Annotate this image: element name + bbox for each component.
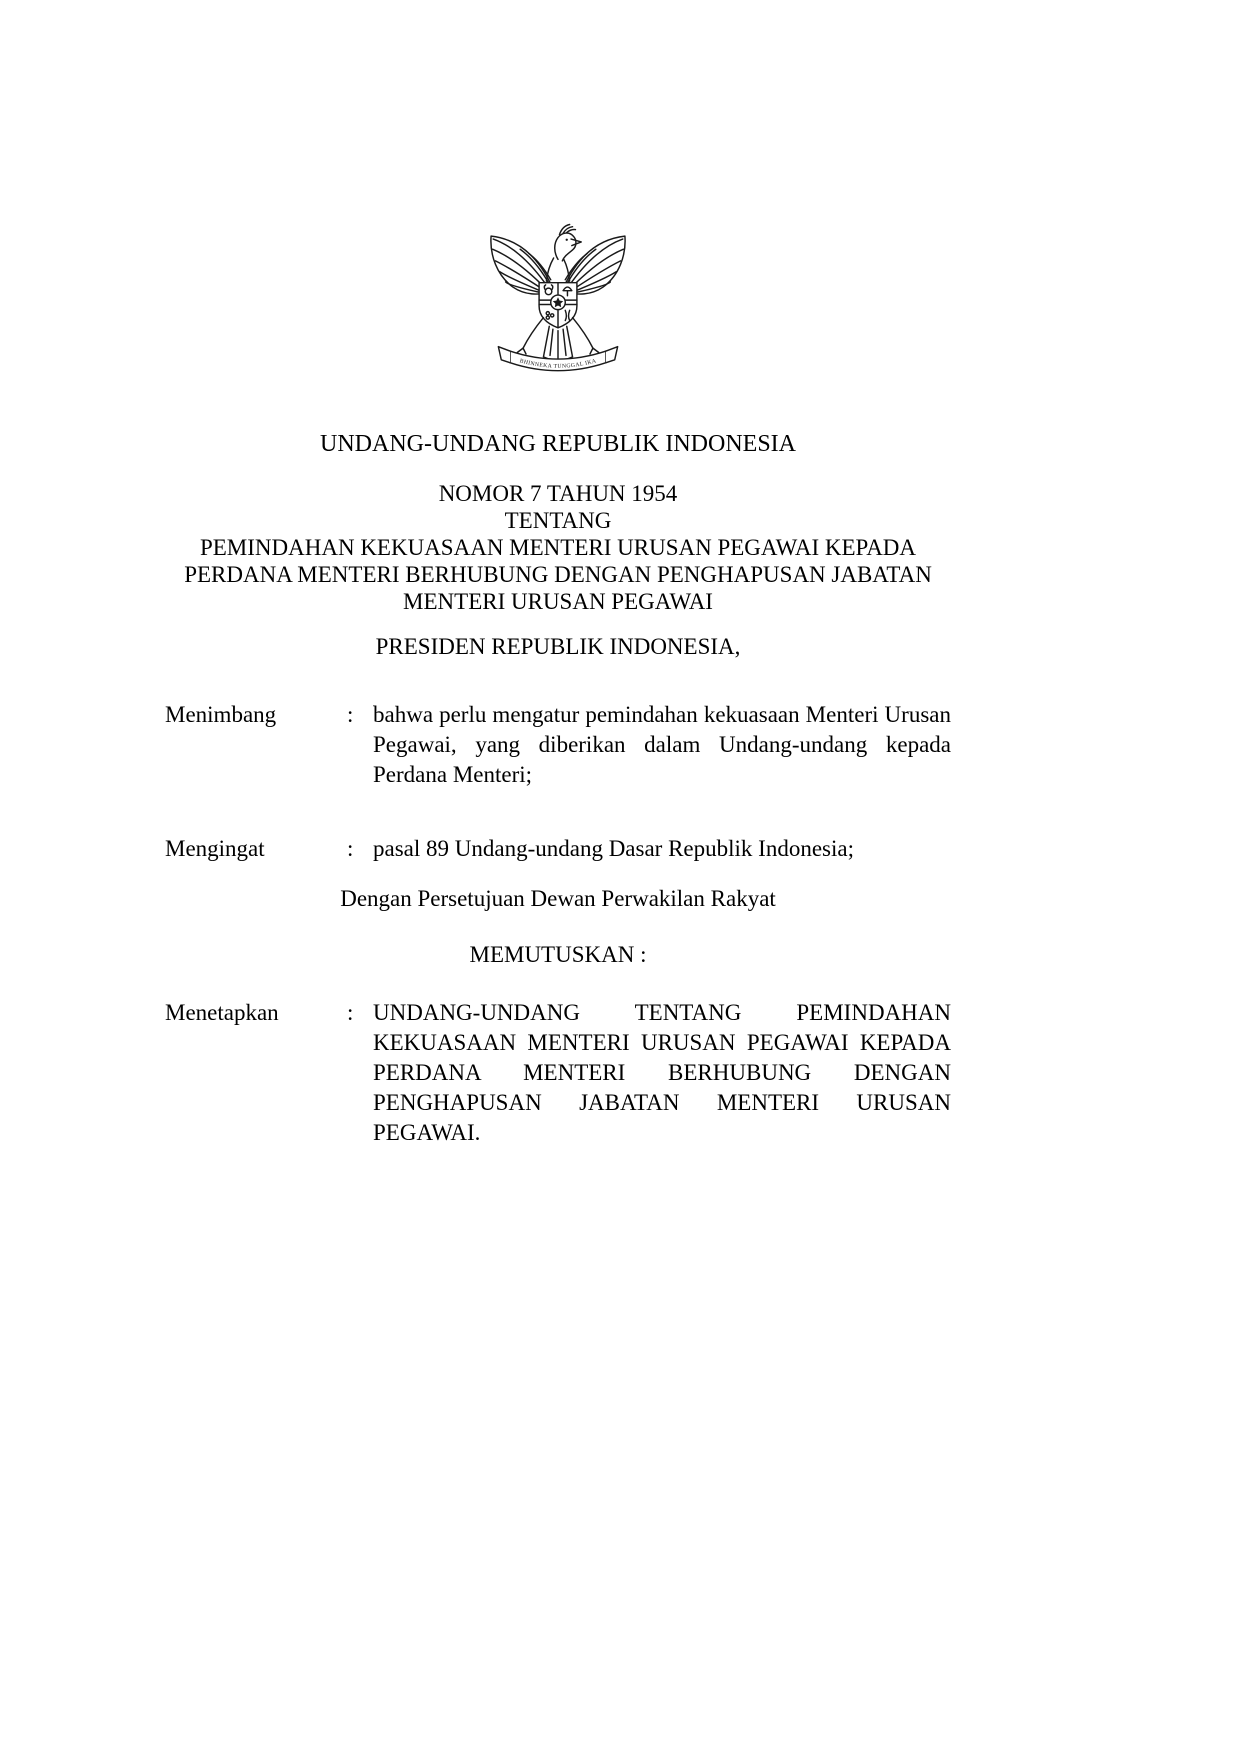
clause-menimbang-text: bahwa perlu mengatur pemindahan kekuasaan Menteri Urusan Pegawai, yang diberikan dalam Undang-undang kepada Perdana Menteri;	[373, 702, 951, 787]
agreement-line: Dengan Persetujuan Dewan Perwakilan Rakyat	[340, 886, 776, 911]
subject-line-3: MENTERI URUSAN PEGAWAI	[403, 589, 713, 614]
document-number: NOMOR 7 TAHUN 1954	[438, 481, 678, 506]
clause-menetapkan	[165, 998, 951, 1148]
subject-line-2: PERDANA MENTERI BERHUBUNG DENGAN PENGHAPUSAN JABATAN	[184, 562, 932, 587]
issuer-line: PRESIDEN REPUBLIK INDONESIA,	[375, 634, 741, 659]
clause-menetapkan-text: UNDANG-UNDANG TENTANG PEMINDAHAN KEKUASAAN MENTERI URUSAN PEGAWAI KEPADA PERDANA MENTERI BERHUBUNG DENGAN PENGHAPUSAN JABATAN MENTERI URUSAN PEGAWAI.	[373, 1000, 951, 1145]
document-title: UNDANG-UNDANG REPUBLIK INDONESIA	[320, 431, 796, 457]
emblem-motto: BHINNEKA TUNGGAL IKA	[518, 358, 598, 370]
subject-line-1: PEMINDAHAN KEKUASAAN MENTERI URUSAN PEGAWAI KEPADA	[199, 535, 917, 560]
garuda-emblem-icon	[478, 212, 638, 397]
decision-heading: MEMUTUSKAN :	[469, 942, 647, 967]
clause-menimbang	[165, 700, 951, 790]
clause-mengingat-text: pasal 89 Undang-undang Dasar Republik Indonesia;	[373, 836, 854, 861]
document-content	[165, 0, 951, 1148]
document-heading-block	[165, 480, 951, 615]
clause-menimbang-label: Menimbang	[165, 702, 277, 727]
clause-menetapkan-label: Menetapkan	[165, 1000, 279, 1025]
clause-mengingat	[165, 834, 951, 864]
clause-mengingat-colon: :	[347, 836, 354, 861]
tentang-label: TENTANG	[504, 508, 612, 533]
clause-mengingat-label: Mengingat	[165, 836, 265, 861]
clause-menimbang-colon: :	[347, 702, 354, 727]
clause-menetapkan-colon: :	[347, 1000, 354, 1025]
emblem-container	[478, 212, 638, 402]
